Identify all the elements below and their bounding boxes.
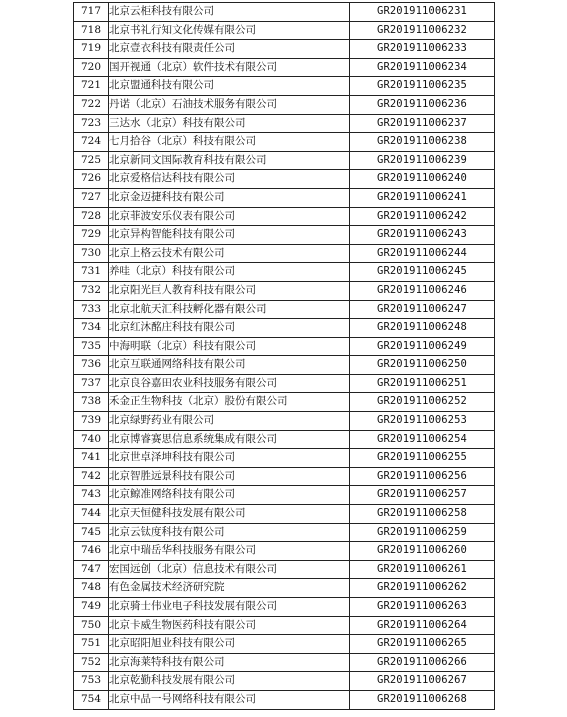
table-row <box>74 77 495 96</box>
row-number: 719 <box>74 40 109 59</box>
row-number: 747 <box>74 560 109 579</box>
table-row <box>74 690 495 709</box>
company-name: 北京云柜科技有限公司 <box>109 3 350 22</box>
row-number: 730 <box>74 244 109 263</box>
table-row <box>74 319 495 338</box>
row-number: 753 <box>74 672 109 691</box>
company-name: 北京爱格信达科技有限公司 <box>109 170 350 189</box>
table-row <box>74 505 495 524</box>
company-name: 北京新同文国际教育科技有限公司 <box>109 151 350 170</box>
table-row <box>74 486 495 505</box>
certificate-number: GR201911006262 <box>350 579 495 598</box>
company-name: 北京骑士伟业电子科技发展有限公司 <box>109 598 350 617</box>
company-certificate-table <box>73 2 495 710</box>
table-row <box>74 114 495 133</box>
certificate-number: GR201911006253 <box>350 412 495 431</box>
row-number: 717 <box>74 3 109 22</box>
row-number: 745 <box>74 523 109 542</box>
company-name: 北京壹衣科技有限责任公司 <box>109 40 350 59</box>
certificate-number: GR201911006265 <box>350 635 495 654</box>
certificate-number: GR201911006255 <box>350 449 495 468</box>
table-row <box>74 449 495 468</box>
company-name: 北京书礼行知文化传媒有限公司 <box>109 21 350 40</box>
company-name: 有色金属技术经济研究院 <box>109 579 350 598</box>
company-name: 北京卡威生物医药科技有限公司 <box>109 616 350 635</box>
certificate-number: GR201911006267 <box>350 672 495 691</box>
table-row <box>74 133 495 152</box>
certificate-number: GR201911006251 <box>350 374 495 393</box>
certificate-number: GR201911006232 <box>350 21 495 40</box>
company-name: 北京智胜远景科技有限公司 <box>109 467 350 486</box>
row-number: 739 <box>74 412 109 431</box>
row-number: 718 <box>74 21 109 40</box>
company-name: 北京天恒健科技发展有限公司 <box>109 505 350 524</box>
certificate-number: GR201911006266 <box>350 653 495 672</box>
company-name: 北京中瑞岳华科技服务有限公司 <box>109 542 350 561</box>
row-number: 720 <box>74 58 109 77</box>
table-row <box>74 337 495 356</box>
company-name: 北京中品一号网络科技有限公司 <box>109 690 350 709</box>
certificate-number: GR201911006260 <box>350 542 495 561</box>
certificate-number: GR201911006231 <box>350 3 495 22</box>
certificate-number: GR201911006264 <box>350 616 495 635</box>
row-number: 737 <box>74 374 109 393</box>
company-name: 丹诺（北京）石油技术服务有限公司 <box>109 95 350 114</box>
table-row <box>74 244 495 263</box>
table-row <box>74 467 495 486</box>
row-number: 729 <box>74 226 109 245</box>
company-name: 北京红沐酩庄科技有限公司 <box>109 319 350 338</box>
row-number: 728 <box>74 207 109 226</box>
row-number: 734 <box>74 319 109 338</box>
row-number: 743 <box>74 486 109 505</box>
row-number: 724 <box>74 133 109 152</box>
row-number: 721 <box>74 77 109 96</box>
row-number: 735 <box>74 337 109 356</box>
row-number: 733 <box>74 300 109 319</box>
document-page <box>73 2 495 710</box>
certificate-number: GR201911006250 <box>350 356 495 375</box>
table-row <box>74 560 495 579</box>
certificate-number: GR201911006238 <box>350 133 495 152</box>
table-row <box>74 579 495 598</box>
company-name: 七月拾谷（北京）科技有限公司 <box>109 133 350 152</box>
certificate-number: GR201911006240 <box>350 170 495 189</box>
company-name: 北京博睿赛思信息系统集成有限公司 <box>109 430 350 449</box>
table-row <box>74 58 495 77</box>
row-number: 740 <box>74 430 109 449</box>
row-number: 752 <box>74 653 109 672</box>
company-name: 禾金正生物科技（北京）股份有限公司 <box>109 393 350 412</box>
certificate-number: GR201911006268 <box>350 690 495 709</box>
certificate-number: GR201911006261 <box>350 560 495 579</box>
company-name: 北京绿野药业有限公司 <box>109 412 350 431</box>
row-number: 727 <box>74 188 109 207</box>
row-number: 725 <box>74 151 109 170</box>
company-name: 北京互联通网络科技有限公司 <box>109 356 350 375</box>
certificate-number: GR201911006245 <box>350 263 495 282</box>
certificate-number: GR201911006234 <box>350 58 495 77</box>
table-row <box>74 151 495 170</box>
certificate-number: GR201911006247 <box>350 300 495 319</box>
table-row <box>74 542 495 561</box>
certificate-number: GR201911006246 <box>350 281 495 300</box>
certificate-number: GR201911006244 <box>350 244 495 263</box>
table-row <box>74 635 495 654</box>
certificate-number: GR201911006236 <box>350 95 495 114</box>
company-name: 养哇（北京）科技有限公司 <box>109 263 350 282</box>
table-row <box>74 653 495 672</box>
row-number: 750 <box>74 616 109 635</box>
row-number: 723 <box>74 114 109 133</box>
table-row <box>74 616 495 635</box>
row-number: 732 <box>74 281 109 300</box>
company-name: 北京菲波安乐仪表有限公司 <box>109 207 350 226</box>
table-row <box>74 598 495 617</box>
table-row <box>74 226 495 245</box>
table-row <box>74 95 495 114</box>
row-number: 754 <box>74 690 109 709</box>
table-row <box>74 281 495 300</box>
company-name: 北京乾勤科技发展有限公司 <box>109 672 350 691</box>
certificate-number: GR201911006237 <box>350 114 495 133</box>
certificate-number: GR201911006257 <box>350 486 495 505</box>
company-name: 北京异构智能科技有限公司 <box>109 226 350 245</box>
company-name: 三达水（北京）科技有限公司 <box>109 114 350 133</box>
table-row <box>74 672 495 691</box>
certificate-number: GR201911006233 <box>350 40 495 59</box>
company-name: 北京云钛度科技有限公司 <box>109 523 350 542</box>
certificate-number: GR201911006263 <box>350 598 495 617</box>
company-name: 北京北航天汇科技孵化器有限公司 <box>109 300 350 319</box>
row-number: 726 <box>74 170 109 189</box>
certificate-number: GR201911006242 <box>350 207 495 226</box>
certificate-number: GR201911006248 <box>350 319 495 338</box>
company-name: 国开视通（北京）软件技术有限公司 <box>109 58 350 77</box>
table-row <box>74 21 495 40</box>
company-name: 北京上格云技术有限公司 <box>109 244 350 263</box>
row-number: 749 <box>74 598 109 617</box>
certificate-number: GR201911006241 <box>350 188 495 207</box>
company-name: 北京海莱特科技有限公司 <box>109 653 350 672</box>
table-row <box>74 188 495 207</box>
row-number: 722 <box>74 95 109 114</box>
row-number: 746 <box>74 542 109 561</box>
table-row <box>74 40 495 59</box>
certificate-number: GR201911006258 <box>350 505 495 524</box>
row-number: 742 <box>74 467 109 486</box>
table-row <box>74 3 495 22</box>
company-name: 北京阳光巨人教育科技有限公司 <box>109 281 350 300</box>
company-name: 北京鲸准网络科技有限公司 <box>109 486 350 505</box>
certificate-number: GR201911006259 <box>350 523 495 542</box>
company-name: 北京世卓泽坤科技有限公司 <box>109 449 350 468</box>
table-row <box>74 523 495 542</box>
row-number: 731 <box>74 263 109 282</box>
table-row <box>74 374 495 393</box>
table-row <box>74 393 495 412</box>
company-name: 北京盟通科技有限公司 <box>109 77 350 96</box>
certificate-number: GR201911006249 <box>350 337 495 356</box>
table-row <box>74 170 495 189</box>
row-number: 748 <box>74 579 109 598</box>
table-row <box>74 207 495 226</box>
table-row <box>74 300 495 319</box>
company-name: 北京昭阳旭业科技有限公司 <box>109 635 350 654</box>
table-body <box>74 3 495 710</box>
row-number: 738 <box>74 393 109 412</box>
row-number: 751 <box>74 635 109 654</box>
certificate-number: GR201911006256 <box>350 467 495 486</box>
certificate-number: GR201911006243 <box>350 226 495 245</box>
row-number: 744 <box>74 505 109 524</box>
table-row <box>74 430 495 449</box>
company-name: 宏国远创（北京）信息技术有限公司 <box>109 560 350 579</box>
table-row <box>74 412 495 431</box>
row-number: 736 <box>74 356 109 375</box>
certificate-number: GR201911006252 <box>350 393 495 412</box>
company-name: 中海明联（北京）科技有限公司 <box>109 337 350 356</box>
certificate-number: GR201911006239 <box>350 151 495 170</box>
certificate-number: GR201911006254 <box>350 430 495 449</box>
table-row <box>74 356 495 375</box>
certificate-number: GR201911006235 <box>350 77 495 96</box>
company-name: 北京良谷嘉田农业科技服务有限公司 <box>109 374 350 393</box>
row-number: 741 <box>74 449 109 468</box>
table-row <box>74 263 495 282</box>
company-name: 北京金迈捷科技有限公司 <box>109 188 350 207</box>
